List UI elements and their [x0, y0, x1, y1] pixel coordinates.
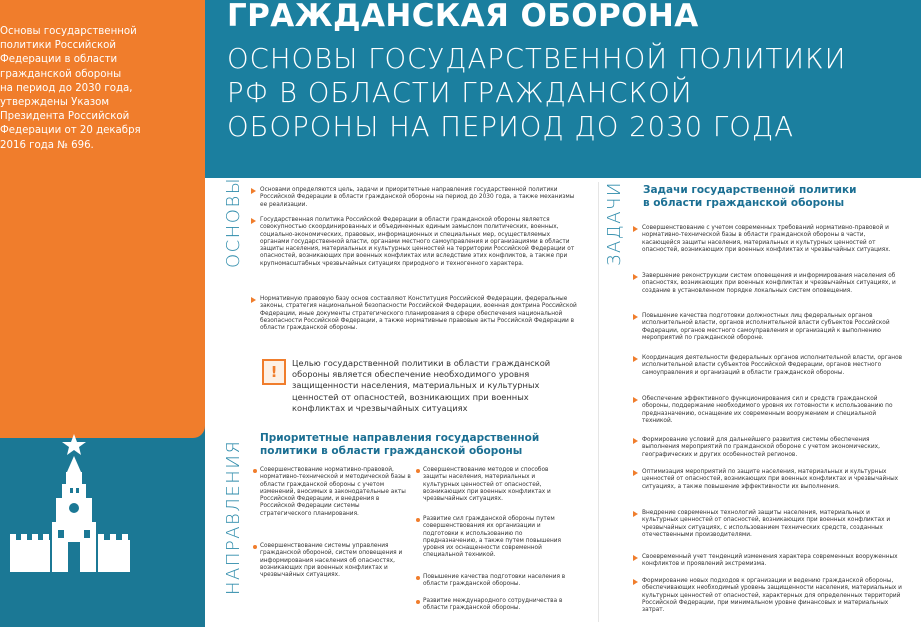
exclamation-icon: !	[262, 359, 286, 385]
zadachi-item: Формирование условий для дальнейшего развития системы обеспечения выполнения мероприятий по гражданской обороне с учетом экономических, географических и других особенностей регионов.	[642, 437, 904, 459]
zadachi-item: Формирование новых подходов к организации и ведению гражданской обороны, обеспечивающих необходимый уровень защищенности населения, материальных и культурных ценностей от опасностей, характерных для определенных территорий Российской Федерации, при минимальном уровне финансовых и материальных затрат.	[642, 578, 904, 614]
napravleniya-item: Повышение качества подготовки населения в области гражданской обороны.	[423, 574, 573, 589]
osnovy-paragraph: Государственная политика Российской Федерации в области гражданской обороны является совокупностью скоординированных и объединенных единым замыслом политических, военных, социально-экономических, правовых, информационных и специальных мер, осуществляемых органами государственной власти, органами местного самоуправления и организациями в области защиты населения, материальных и культурных ценностей на территории Российской Федерации от опасностей, возникающих при военных конфликтах или вследствие этих конфликтов, а также при крупномасштабных чрезвычайных ситуациях природного и техногенного характера.	[260, 217, 578, 268]
napravleniya-item: Совершенствование методов и способов защиты населения, материальных и культурных ценностей от опасностей, возникающих при военных конфликтах и чрезвычайных ситуациях.	[423, 467, 573, 503]
zadachi-item: Обеспечение эффективного функционирования сил и средств гражданской обороны, поддержание необходимого уровня их готовности к использованию по предназначению, оснащение их современным вооружением и специальной техникой.	[642, 396, 904, 425]
kremlin-icon	[10, 432, 130, 572]
zadachi-item: Совершенствование с учетом современных требований нормативно-правовой и нормативно-технической базы в области гражданской обороны в части, касающейся защиты населения, материальных и культурных ценностей от опасностей, возникающих при военных конфликтах и чрезвычайных ситуациях.	[642, 225, 904, 254]
intro-box	[0, 0, 205, 438]
page-subtitle: ОСНОВЫ ГОСУДАРСТВЕННОЙ ПОЛИТИКИ РФ В ОБЛАСТИ ГРАЖДАНСКОЙ ОБОРОНЫ НА ПЕРИОД ДО 2030 ГОДА	[227, 43, 847, 143]
label-napravleniya: НАПРАВЛЕНИЯ	[223, 439, 244, 595]
napravleniya-title: Приоритетные направления государственной политики в области гражданской обороны	[260, 432, 540, 457]
label-zadachi: ЗАДАЧИ	[604, 181, 625, 266]
header	[205, 0, 921, 178]
left-column	[0, 0, 205, 627]
column-divider	[598, 182, 599, 622]
napravleniya-item: Совершенствование нормативно-правовой, нормативно-технической и методической базы в области гражданской обороны с учетом изменений, вносимых в законодательные акты Российской Федерации, и внедрения в Российской Федерации системы стратегического планирования.	[260, 467, 412, 518]
zadachi-item: Оптимизация мероприятий по защите населения, материальных и культурных ценностей от опасностей, возникающих при военных конфликтах и чрезвычайных ситуациях, а также повышение эффективности их выполнения.	[642, 469, 904, 491]
napravleniya-item: Развитие международного сотрудничества в области гражданской обороны.	[423, 598, 573, 613]
zadachi-item: Своевременный учет тенденций изменения характера современных вооруженных конфликтов и проявлений экстремизма.	[642, 554, 904, 569]
zadachi-item: Внедрение современных технологий защиты населения, материальных и культурных ценностей от опасностей, возникающих при военных конфликтах и чрезвычайных ситуациях, с использованием технических средств, созданных отечественными производителями.	[642, 510, 904, 539]
zadachi-item: Повышение качества подготовки должностных лиц федеральных органов исполнительной власти, органов исполнительной власти субъектов Российской Федерации, органов местного самоуправления и организаций к выполнению мероприятий по гражданской обороне.	[642, 313, 904, 342]
napravleniya-item: Совершенствование системы управления гражданской обороной, систем оповещения и информирования населения об опасностях, возникающих при военных конфликтах и чрезвычайных ситуациях.	[260, 543, 412, 579]
zadachi-item: Завершение реконструкции систем оповещения и информирования населения об опасностях, возникающих при военных конфликтах и чрезвычайных ситуациях, и создание в установленном порядке локальных систем оповещения.	[642, 273, 904, 295]
zadachi-title: Задачи государственной политики в области гражданской обороны	[643, 184, 857, 209]
goal-text: Целью государственной политики в области гражданской обороны является обеспечение необходимого уровня защищенности населения, материальных и культурных ценностей от опасностей, возникающих при военных конфликтах и чрезвычайных ситуациях	[292, 358, 551, 413]
osnovy-paragraph: Основами определяются цель, задачи и приоритетные направления государственной политики Российской Федерации в области гражданской обороны на период до 2030 года, а также механизмы ее реализации.	[260, 187, 578, 209]
page-title: ГРАЖДАНСКАЯ ОБОРОНА	[227, 0, 699, 34]
osnovy-paragraph: Нормативную правовую базу основ составляют Конституция Российской Федерации, федеральные законы, стратегия национальной безопасности Российской Федерации, военная доктрина Российской Федерации, иные документы стратегического планирования в сфере обеспечения национальной безопасности Российской Федерации, а также нормативные правовые акты Российской Федерации в области гражданской обороны.	[260, 296, 578, 332]
napravleniya-item: Развитие сил гражданской обороны путем совершенствования их организации и подготовки к использованию по предназначению, а также путем повышения уровня их оснащенности современной специальной техникой.	[423, 516, 573, 560]
intro-text: Основы государственной политики Российской Федерации в области гражданской обороны на период до 2030 года, утверждены Указом Президента Российской Федерации от 20 декабря 2016 года № 696.	[0, 26, 141, 151]
label-osnovy: ОСНОВЫ	[223, 176, 244, 268]
zadachi-item: Координация деятельности федеральных органов исполнительной власти, органов исполнительной власти субъектов Российской Федерации, органов местного самоуправления и организаций в области гражданской обороны.	[642, 355, 904, 377]
